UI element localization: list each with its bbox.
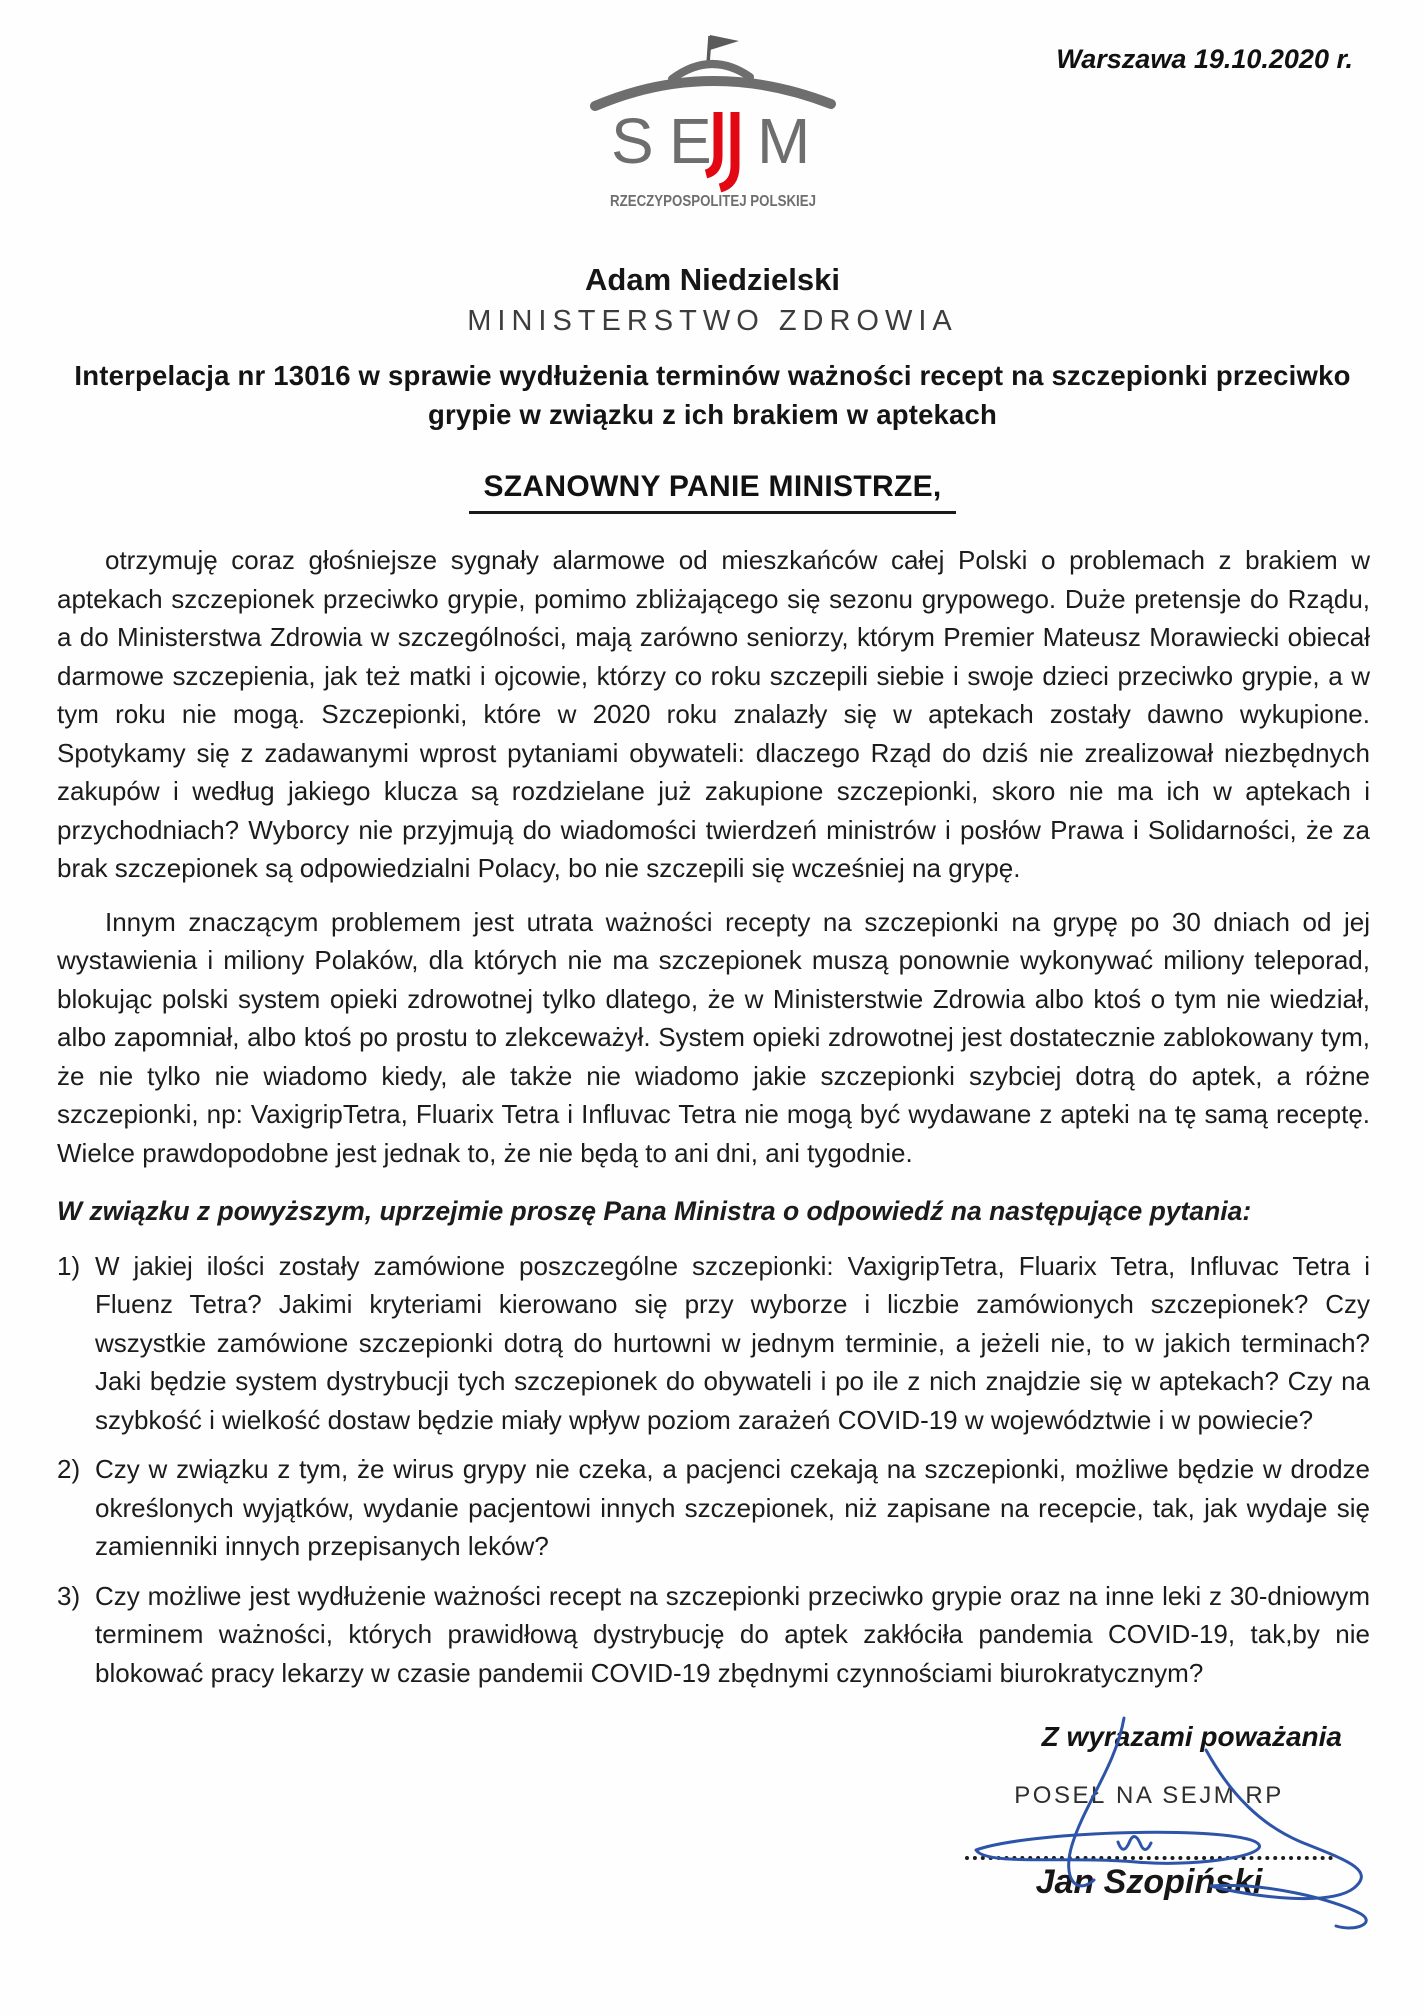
recipient-block [0,262,1425,338]
question-number-2: 2) [57,1454,81,1484]
salutation-text: SZANOWNY PANIE MINISTRZE, [469,470,955,514]
sejm-logo [583,30,843,217]
question-item-2 [57,1450,1370,1566]
request-line: W związku z powyższym, uprzejmie proszę Pana Ministra o odpowiedź na następujące pytania: [57,1196,1252,1226]
signature-block [958,1782,1340,1902]
signer-name: Jan Szopiński [1035,1863,1263,1901]
logo-letter-e: E [668,105,712,177]
question-number-3: 3) [57,1580,81,1611]
flag-icon [708,35,739,64]
recipient-organization: MINISTERSTWO ZDROWIA [467,305,958,337]
letter-date: Warszawa 19.10.2020 r. [1056,44,1353,74]
question-number-1: 1) [57,1250,81,1281]
letter-body [57,541,1370,1757]
logo-letter-s: S [610,105,654,177]
question-text-3: Czy możliwe jest wydłużenie ważności recept na szczepionki przeciwko grypie oraz na inne leki z 30-dniowym terminem ważności, których prawidłową dystrybucję do aptek zakłóciła pandemia COVID-19, tak,by nie blokować pracy lekarzy w czasie pandemii COVID-19 zbędnymi czynnościami biurokratycznym? [95,1580,1370,1688]
logo-subtitle: RZECZYPOSPOLITEJ POLSKIEJ [609,193,816,210]
salutation [0,470,1425,514]
question-text-1: W jakiej ilości zostały zamówione poszczególne szczepionki: VaxigripTetra, Fluarix Tetra, Influvac Tetra i Fluenz Tetra? Jakimi kryteriami kierowano się przy wyborze i liczbie zamówionych szczepionek? Czy wszystkie zamówione szczepionki dotrą do hurtowni w jednym terminie, a jeżeli nie, to w jakich terminach? Jaki będzie system dystrybucji tych szczepionek do obywateli i po ile z nich znajdzie się w aptekach? Czy na szybkość i wielkość dostaw będzie miały wpływ poziom zarażeń COVID-19 w województwie i w powiecie? [95,1250,1370,1435]
signer-title: POSEŁ NA SEJM RP [1014,1782,1284,1809]
paragraph-2: Innym znaczącym problemem jest utrata ważności recepty na szczepionki na grypę po 30 dniach od jej wystawienia i miliony Polaków, dla których nie ma szczepionek muszą ponownie wykonywać miliony teleporad, blokując polski system opieki zdrowotnej tylko dlatego, że w Ministerstwie Zdrowia albo ktoś o tym nie wiedział, albo zapomniał, albo ktoś po prostu to zlekceważył. System opieki zdrowotnej jest dostatecznie zablokowany tym, że nie tylko nie wiadomo kiedy, ale także nie wiadomo jakie szczepionki szybciej dotrą do aptek, a różne szczepionki, np: VaxigripTetra, Fluarix Tetra i Influvac Tetra nie mogą być wydawane z apteki na tę samą receptę. Wielce prawdopodobne jest jednak to, że nie będą to ani dni, ani tygodnie. [57,906,1370,1168]
question-item-1 [57,1247,1370,1440]
question-text-2: Czy w związku z tym, że wirus grypy nie czeka, a pacjenci czekają na szczepionki, możliwe będzie w drodze określonych wyjątków, wydanie pacjentowi innych szczepionek, niż zapisane na recepcie, tak, jak wydaje się zamienniki innych przepisanych leków? [95,1454,1370,1561]
dome-arc [595,81,831,106]
recipient-name: Adam Niedzielski [585,262,840,297]
signature-dotted-line [965,1856,1333,1860]
subject-line: Interpelacja nr 13016 w sprawie wydłużenia terminów ważności recept na szczepionki przeciwko grypie w związku z ich brakiem w aptekach [74,360,1351,430]
question-item-3 [57,1577,1370,1693]
logo-letter-m: M [756,105,810,177]
sejm-logo-graphic [587,30,839,212]
closing-phrase: Z wyrazami poważania [1041,1721,1342,1752]
paragraph-1: otrzymuję coraz głośniejsze sygnały alarmowe od mieszkańców całej Polski o problemach z brakiem w aptekach szczepionek przeciwko grypie, pomimo zbliżającego się sezonu grypowego. Duże pretensje do Rządu, a do Ministerstwa Zdrowia w szczególności, mają zarówno seniorzy, którym Premier Mateusz Morawiecki obiecał darmowe szczepienia, jak też matki i ojcowie, którzy co roku szczepili siebie i swoje dzieci przeciwko grypie, a w tym roku nie mogą. Szczepionki, które w 2020 roku znalazły się w aptekach zostały dawno wykupione. Spotykamy się z zadawanymi wprost pytaniami obywateli: dlaczego Rząd do dziś nie zrealizował niezbędnych zakupów i według jakiego klucza są rozdzielane już zakupione szczepionki, skoro nie ma ich w aptekach i przychodniach? Wyborcy nie przyjmują do wiadomości twierdzeń ministrów i posłów Prawa i Solidarności, że za brak szczepionek są odpowiedzialni Polacy, bo nie szczepili się wcześniej na grypę. [57,545,1370,883]
